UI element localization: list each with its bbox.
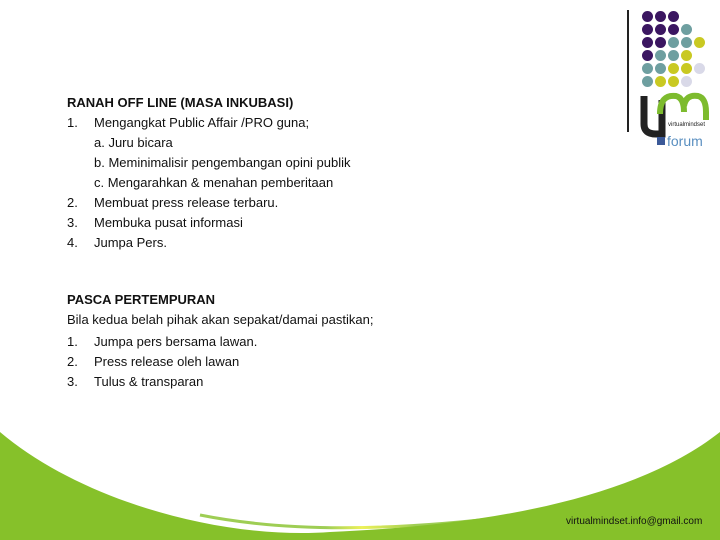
list-item: Membuat press release terbaru. (94, 195, 279, 210)
section2-title: PASCA PERTEMPURAN (67, 292, 216, 307)
list-number: 3. (67, 215, 78, 230)
svg-text:virtualmindset: virtualmindset (668, 122, 706, 128)
list-item: Press release oleh lawan (94, 354, 240, 369)
list-item: Tulus & transparan (94, 374, 204, 389)
logo-dot (668, 63, 679, 74)
list-number: 4. (67, 235, 78, 250)
footer-email: virtualmindset.info@gmail.com (566, 516, 703, 527)
logo-dot (642, 50, 653, 61)
logo-dot (668, 50, 679, 61)
logo-dot (694, 37, 705, 48)
list-number: 1. (67, 115, 78, 130)
section2-intro: Bila kedua belah pihak akan sepakat/damai pastikan; (67, 312, 374, 327)
logo-dot (642, 24, 653, 35)
list-number: 3. (67, 374, 78, 389)
logo-dot (681, 50, 692, 61)
list-item: Membuka pusat informasi (94, 215, 243, 230)
logo-dot (668, 37, 679, 48)
list-number: 2. (67, 195, 78, 210)
logo-divider (627, 10, 629, 132)
list-item: a. Juru bicara (94, 135, 173, 150)
logo-dot (681, 37, 692, 48)
logo-dot (668, 11, 679, 22)
logo-dot (668, 24, 679, 35)
logo-dot (655, 50, 666, 61)
section1-title: RANAH OFF LINE (MASA INKUBASI) (67, 95, 294, 110)
list-item: Jumpa pers bersama lawan. (94, 334, 258, 349)
logo-dot (642, 11, 653, 22)
logo-dot (655, 63, 666, 74)
logo-dot (694, 63, 705, 74)
list-item: Mengangkat Public Affair /PRO guna; (94, 115, 310, 130)
list-item: b. Meminimalisir pengembangan opini publik (94, 155, 351, 170)
logo-dot (655, 24, 666, 35)
list-item: Jumpa Pers. (94, 235, 167, 250)
logo-dot (681, 24, 692, 35)
list-item: c. Mengarahkan & menahan pemberitaan (94, 175, 334, 190)
logo-dot (642, 37, 653, 48)
logo-dot (681, 63, 692, 74)
logo-dot (642, 63, 653, 74)
logo-dot (655, 37, 666, 48)
logo-mark (638, 86, 713, 150)
list-number: 1. (67, 334, 78, 349)
svg-text:forum: forum (667, 133, 703, 149)
list-number: 2. (67, 354, 78, 369)
logo-dot (655, 11, 666, 22)
